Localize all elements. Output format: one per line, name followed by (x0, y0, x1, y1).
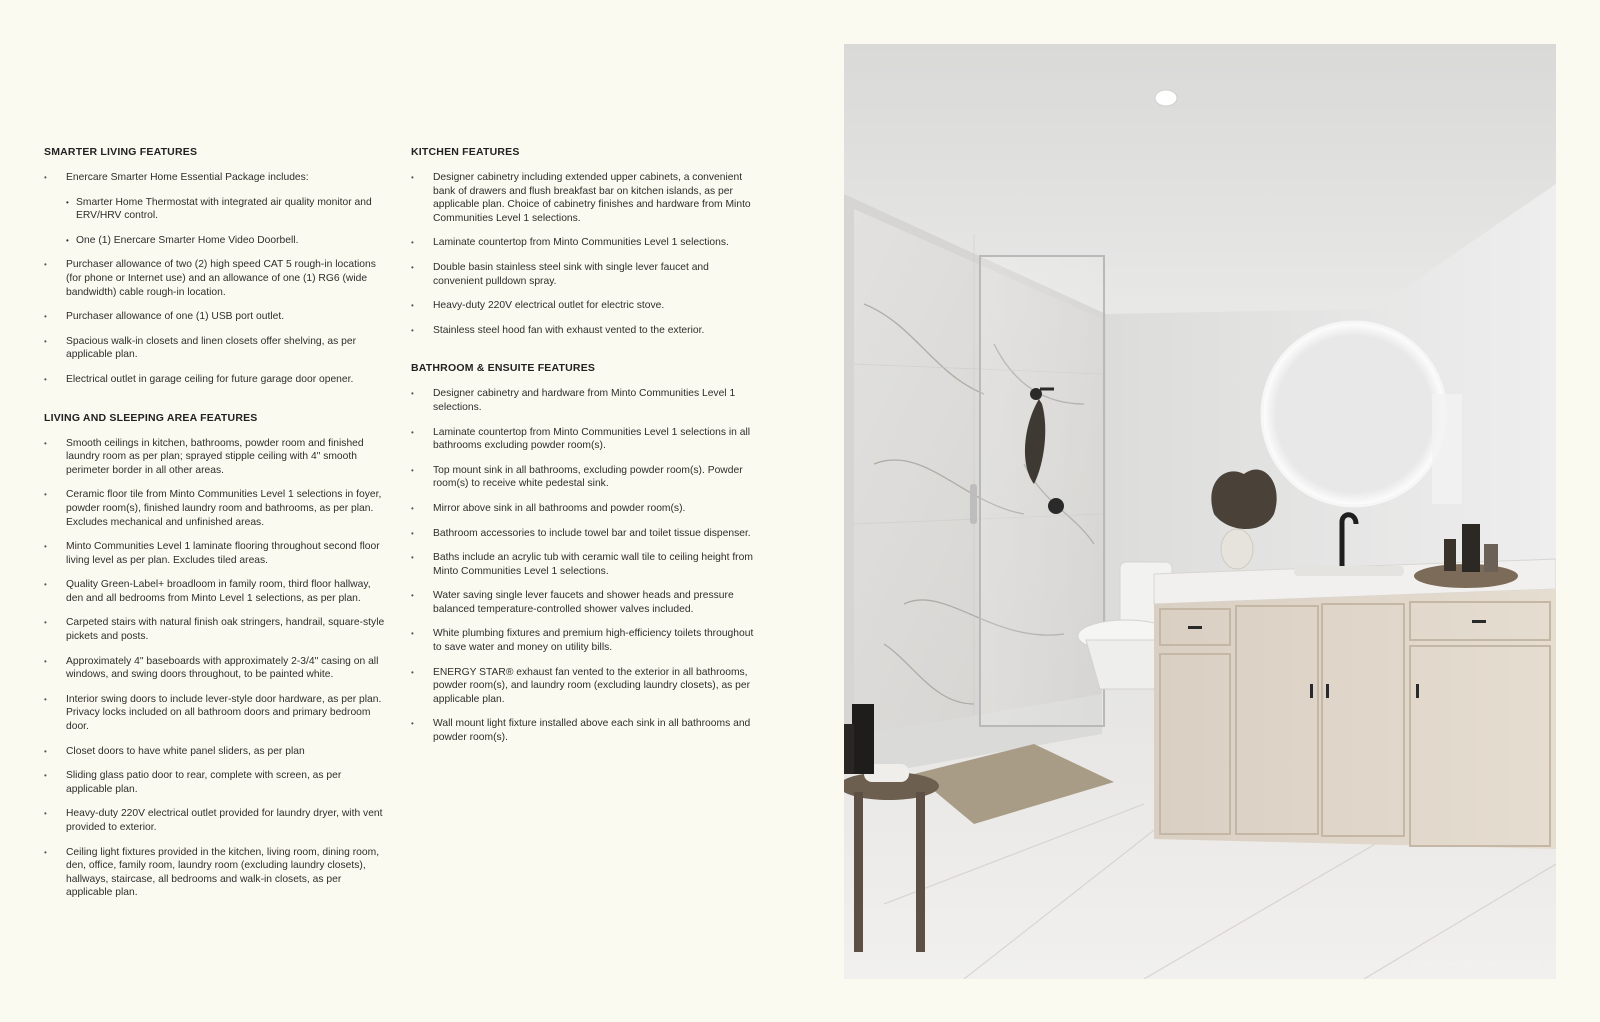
section-gap (44, 398, 390, 412)
list-item: • Mirror above sink in all bathrooms and powder room(s). (411, 502, 761, 516)
living-sleeping-list (44, 437, 390, 900)
list-item: • Closet doors to have white panel sliders, as per plan (44, 745, 390, 759)
list-item: • Baths include an acrylic tub with ceramic wall tile to ceiling height from Minto Communities Level 1 selections. (411, 551, 761, 578)
list-item: • Smooth ceilings in kitchen, bathrooms, powder room and finished laundry room as per plan; sprayed stipple ceiling with 4" smooth perimeter border in all other areas. (44, 437, 390, 478)
middle-column (411, 146, 761, 756)
list-item: • Bathroom accessories to include towel bar and toilet tissue dispenser. (411, 527, 761, 541)
smarter-living-intro: Enercare Smarter Home Essential Package includes: (66, 172, 309, 183)
list-item: • Designer cabinetry including extended upper cabinets, a convenient bank of drawers and flush breakfast bar on kitchen islands, as per applicable plan. Choice of cabinetry finishes and hardware from Minto Communities Level 1 selections. (411, 171, 761, 225)
bathroom-list (411, 387, 761, 744)
sub-list-item: • Smarter Home Thermostat with integrated air quality monitor and ERV/HRV control. (66, 196, 390, 223)
list-item: • Purchaser allowance of two (2) high speed CAT 5 rough-in locations (for phone or Internet use) and an allowance of one (1) RG6 (wide bandwidth) cable rough-in location. (44, 258, 390, 299)
list-item: • Minto Communities Level 1 laminate flooring throughout second floor living level as per plan. Excludes tiled areas. (44, 540, 390, 567)
bathroom-rendering-image (844, 44, 1556, 979)
smarter-living-sublist (66, 196, 390, 248)
list-item: • Top mount sink in all bathrooms, excluding powder room(s). Powder room(s) to receive white pedestal sink. (411, 464, 761, 491)
list-item: • Purchaser allowance of one (1) USB port outlet. (44, 310, 390, 324)
list-item: • Ceramic floor tile from Minto Communities Level 1 selections in foyer, powder room(s), finished laundry room and bathrooms, as per plan. Excludes mechanical and unfinished areas. (44, 488, 390, 529)
left-column (44, 146, 390, 911)
list-item: • Laminate countertop from Minto Communities Level 1 selections. (411, 236, 761, 250)
rendering-disclaimer: Renderings are artist's impression. E.&O.E. (1412, 960, 1542, 967)
smarter-living-list (44, 171, 390, 387)
smarter-living-title: SMARTER LIVING FEATURES (44, 146, 198, 158)
list-item: • Sliding glass patio door to rear, complete with screen, as per applicable plan. (44, 769, 390, 796)
bathroom-title: BATHROOM & ENSUITE FEATURES (411, 362, 596, 375)
list-item: • Interior swing doors to include lever-style door hardware, as per plan. Privacy locks included on all bathroom doors and primary bedroom door. (44, 693, 390, 734)
bathroom-illustration (844, 44, 1556, 979)
list-item: • Approximately 4" baseboards with approximately 2-3/4" casing on all windows, and swing doors throughout, to be painted white. (44, 655, 390, 682)
sub-list-item: • One (1) Enercare Smarter Home Video Doorbell. (66, 234, 390, 248)
list-item: • Quality Green-Label+ broadloom in family room, third floor hallway, den and all bedrooms from Minto Level 1 selections, as per plan. (44, 578, 390, 605)
list-item (44, 171, 390, 247)
kitchen-list (411, 171, 761, 337)
list-item: • White plumbing fixtures and premium high-efficiency toilets throughout to save water and money on utility bills. (411, 627, 761, 654)
list-item: • Electrical outlet in garage ceiling for future garage door opener. (44, 373, 390, 387)
kitchen-title: KITCHEN FEATURES (411, 146, 520, 158)
list-item: • Stainless steel hood fan with exhaust vented to the exterior. (411, 324, 761, 338)
list-item: • Spacious walk-in closets and linen closets offer shelving, as per applicable plan. (44, 335, 390, 362)
list-item: • Ceiling light fixtures provided in the kitchen, living room, dining room, den, office, family room, laundry room (excluding laundry closets), hallways, staircase, all bedrooms and walk-in closets, as per applicable plan. (44, 846, 390, 900)
section-gap (411, 348, 761, 362)
list-item: • Heavy-duty 220V electrical outlet provided for laundry dryer, with vent provided to exterior. (44, 807, 390, 834)
list-item: • Water saving single lever faucets and shower heads and pressure balanced temperature-controlled shower valves included. (411, 589, 761, 616)
list-item: • Wall mount light fixture installed above each sink in all bathrooms and powder room(s). (411, 717, 761, 744)
list-item: • Heavy-duty 220V electrical outlet for electric stove. (411, 299, 761, 313)
list-item: • ENERGY STAR® exhaust fan vented to the exterior in all bathrooms, powder room(s), and laundry room (excluding laundry closets), as per applicable plan. (411, 666, 761, 707)
list-item: • Laminate countertop from Minto Communities Level 1 selections in all bathrooms excluding powder room(s). (411, 426, 761, 453)
living-sleeping-title: LIVING AND SLEEPING AREA FEATURES (44, 411, 258, 424)
list-item: • Designer cabinetry and hardware from Minto Communities Level 1 selections. (411, 387, 761, 414)
list-item: • Carpeted stairs with natural finish oak stringers, handrail, square-style pickets and posts. (44, 616, 390, 643)
list-item: • Double basin stainless steel sink with single lever faucet and convenient pulldown spray. (411, 261, 761, 288)
